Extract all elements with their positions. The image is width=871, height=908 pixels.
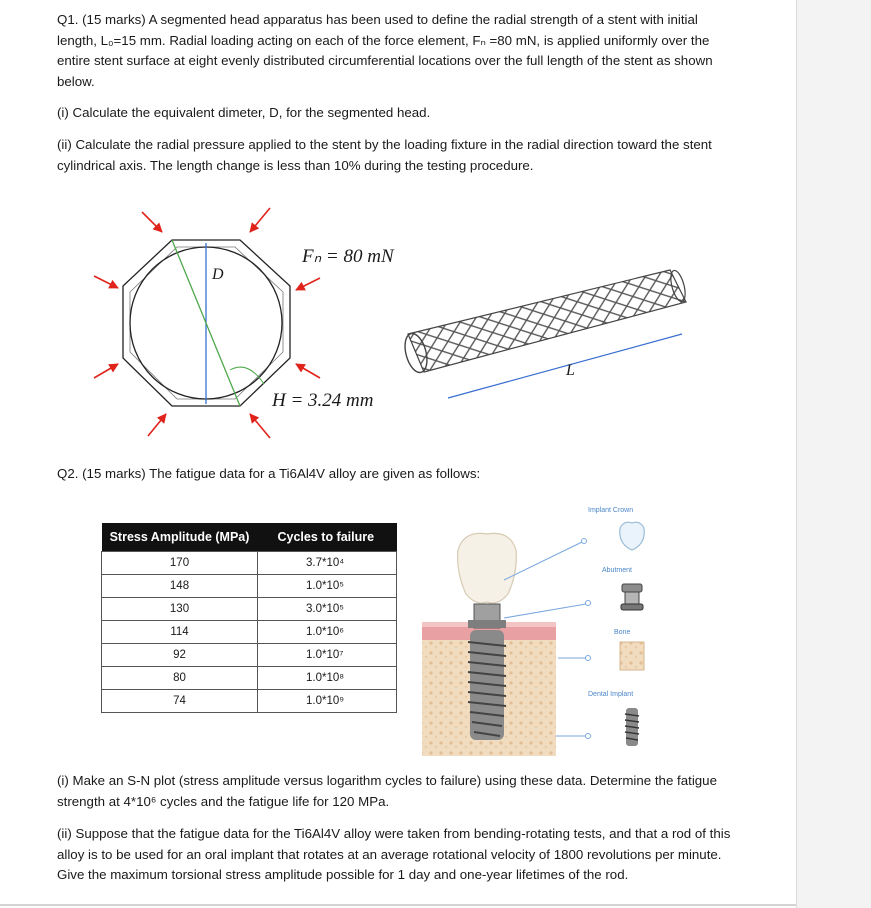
cycles-cell: 1.0*10⁷ xyxy=(258,644,397,667)
label-implant-crown: Implant Crown xyxy=(588,507,634,514)
force-arrow xyxy=(148,414,166,436)
stress-cell: 80 xyxy=(102,667,258,690)
stress-cell: 148 xyxy=(102,575,258,598)
q2-part-ii: (ii) Suppose that the fatigue data for the Ti6Al4V alloy were taken from bending-rotating tests, and that a rod of this alloy is to be used for an oral implant that rotates at an average rotational velocity of 1800 revolutions per minute. Give the maximum torsional stress amplitude possible for 1 day and one-year lifetimes of the rod. xyxy=(57,826,731,882)
cycles-cell: 3.0*10⁵ xyxy=(258,598,397,621)
force-arrow xyxy=(94,276,118,288)
cycles-cell: 1.0*10⁶ xyxy=(258,621,397,644)
h-label: H = 3.24 mm xyxy=(272,390,374,411)
force-arrow xyxy=(94,364,118,378)
abutment-thumbnail xyxy=(621,584,643,610)
stent-mesh xyxy=(408,270,686,372)
stress-cell: 114 xyxy=(102,621,258,644)
cycles-cell: 1.0*10⁹ xyxy=(258,690,397,713)
header-stress: Stress Amplitude (MPa) xyxy=(102,523,258,552)
crown xyxy=(458,533,517,603)
stress-cell: 130 xyxy=(102,598,258,621)
segmented-head-diagram xyxy=(80,200,340,450)
cycles-cell: 1.0*10⁵ xyxy=(258,575,397,598)
fatigue-table xyxy=(101,523,397,713)
force-arrow xyxy=(296,278,320,290)
stress-cell: 170 xyxy=(102,552,258,575)
page-bottom-border xyxy=(0,904,796,906)
crown-thumbnail xyxy=(620,522,645,550)
q1-intro: Q1. (15 marks) A segmented head apparatus has been used to define the radial strength of a stent with initial length, L₀=15 mm. Radial loading acting on each of the force element, Fₙ =80 mN, is applied uniformly over the entire stent surface at eight evenly distributed circumferential locations over the full length of the stent as shown below. xyxy=(57,12,713,89)
force-arrow xyxy=(142,212,162,232)
force-arrow xyxy=(296,364,320,378)
table-row xyxy=(102,575,397,598)
bone-thumbnail xyxy=(620,642,644,670)
table-row xyxy=(102,690,397,713)
q1-part-i: (i) Calculate the equivalent dimeter, D, for the segmented head. xyxy=(57,105,431,120)
stress-cell: 92 xyxy=(102,644,258,667)
implant-thumbnail xyxy=(625,708,639,746)
length-label: L xyxy=(566,362,575,379)
table-row xyxy=(102,621,397,644)
cycles-cell: 1.0*10⁸ xyxy=(258,667,397,690)
right-margin-panel xyxy=(796,0,871,908)
stress-cell: 74 xyxy=(102,690,258,713)
force-arrow xyxy=(250,414,270,438)
table-row xyxy=(102,667,397,690)
force-arrow xyxy=(250,208,270,232)
q2-part-i: (i) Make an S-N plot (stress amplitude versus logarithm cycles to failure) using these data. Determine the fatigue strength at 4*10⁶ cycles and the fatigue life for 120 MPa. xyxy=(57,773,717,809)
stent-illustration xyxy=(400,262,690,412)
label-dental-implant: Dental Implant xyxy=(588,691,634,698)
implant-screw xyxy=(468,630,506,740)
table-row xyxy=(102,598,397,621)
q1-part-ii: (ii) Calculate the radial pressure applied to the stent by the loading fixture in the radial direction toward the stent cylindrical axis. The length change is less than 10% during the testing procedure. xyxy=(57,137,712,173)
dental-implant-illustration xyxy=(418,510,668,758)
cycles-cell: 3.7*10⁴ xyxy=(258,552,397,575)
q2-intro: Q2. (15 marks) The fatigue data for a Ti6Al4V alloy are given as follows: xyxy=(57,466,481,481)
label-bone: Bone xyxy=(614,629,631,636)
diameter-label: D xyxy=(212,266,224,283)
table-row xyxy=(102,552,397,575)
label-abutment: Abutment xyxy=(602,567,632,574)
table-row xyxy=(102,644,397,667)
force-label: Fₙ = 80 mN xyxy=(302,246,394,267)
header-cycles: Cycles to failure xyxy=(258,523,397,552)
